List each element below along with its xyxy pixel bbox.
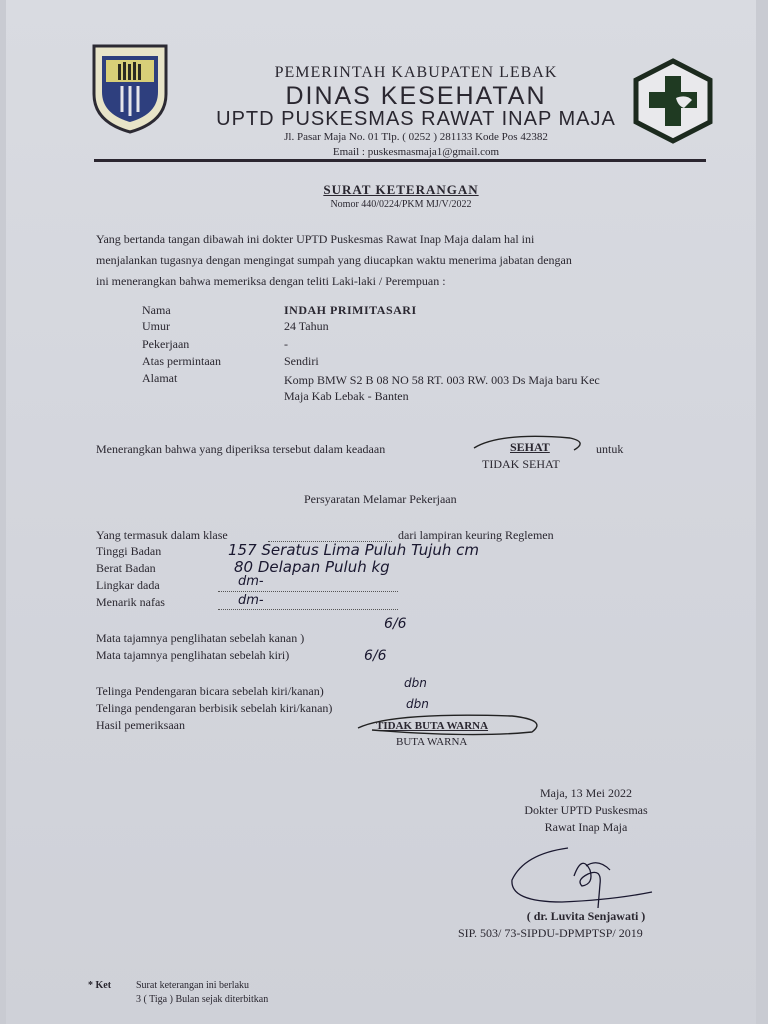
- signer-sip: SIP. 503/ 73-SIPDU-DPMPTSP/ 2019: [458, 926, 643, 940]
- identity-label-name: Nama: [142, 303, 171, 317]
- hearing-label-speech: Telinga Pendengaran bicara sebelah kiri/kanan): [96, 684, 324, 698]
- header-government: PEMERINTAH KABUPATEN LEBAK: [274, 64, 558, 81]
- klase-label: Yang termasuk dalam klase: [96, 528, 228, 542]
- vision-value-right: 6/6: [384, 616, 407, 632]
- document-title: SURAT KETERANGAN: [323, 182, 479, 197]
- vision-label-left: Mata tajamnya penglihatan sebelah kiri): [96, 648, 290, 662]
- klase-suffix: dari lampiran keuring Reglemen: [398, 528, 554, 542]
- statement-prefix: Menerangkan bahwa yang diperiksa tersebut dalam keadaan: [96, 442, 386, 456]
- intro-line: Yang bertanda tangan dibawah ini dokter UPTD Puskesmas Rawat Inap Maja dalam hal ini: [96, 232, 535, 246]
- lebak-emblem-logo: [88, 42, 172, 134]
- identity-value-address: Komp BMW S2 B 08 NO 58 RT. 003 RW. 003 Ds Maja baru Kec: [284, 373, 600, 387]
- identity-value-age: 24 Tahun: [284, 319, 329, 333]
- signer-role-1: Dokter UPTD Puskesmas: [524, 803, 648, 817]
- footnote-line-2: 3 ( Tiga ) Bulan sejak diterbitkan: [136, 994, 269, 1005]
- circle-mark-result: [352, 710, 552, 738]
- statement-healthy: SEHAT: [510, 440, 550, 454]
- header-agency: DINAS KESEHATAN: [285, 82, 547, 110]
- hearing-label-whisper: Telinga pendengaran berbisik sebelah kiri/kanan): [96, 701, 333, 715]
- statement-unhealthy: TIDAK SEHAT: [482, 457, 560, 471]
- statement-suffix: untuk: [596, 442, 624, 456]
- hearing-value-whisper: dbn: [406, 697, 429, 711]
- identity-value-address-line2: Maja Kab Lebak - Banten: [284, 389, 409, 403]
- measure-value-chest: dm-: [238, 574, 264, 589]
- vision-label-right: Mata tajamnya penglihatan sebelah kanan ): [96, 631, 305, 645]
- header-unit: UPTD PUSKESMAS RAWAT INAP MAJA: [216, 108, 616, 130]
- measure-value-breath: dm-: [238, 593, 264, 608]
- identity-label-address: Alamat: [142, 371, 178, 385]
- measure-value-height: 157 Seratus Lima Puluh Tujuh cm: [228, 541, 480, 559]
- identity-label-job: Pekerjaan: [142, 337, 190, 351]
- document-number: Nomor 440/0224/PKM MJ/V/2022: [330, 199, 472, 210]
- identity-value-job: -: [284, 337, 288, 351]
- footnote-marker: * Ket: [88, 980, 112, 991]
- measure-value-weight: 80 Delapan Puluh kg: [234, 558, 390, 576]
- measure-label-height: Tinggi Badan: [96, 544, 162, 558]
- document-page: [6, 0, 756, 1024]
- measure-label-weight: Berat Badan: [96, 561, 156, 575]
- result-no-colorblind: TIDAK BUTA WARNA: [376, 720, 489, 732]
- measure-label-breath: Menarik nafas: [96, 595, 165, 609]
- result-colorblind: BUTA WARNA: [396, 736, 468, 748]
- identity-label-requester: Atas permintaan: [142, 354, 221, 368]
- header-address: Jl. Pasar Maja No. 01 Tlp. ( 0252 ) 281133 Kode Pos 42382: [284, 131, 548, 143]
- place-date: Maja, 13 Mei 2022: [540, 786, 632, 800]
- breath-blank: [218, 608, 398, 610]
- chest-blank: [218, 590, 398, 592]
- result-label: Hasil pemeriksaan: [96, 718, 185, 732]
- footnote-line-1: Surat keterangan ini berlaku: [136, 980, 250, 991]
- header-email: Email : puskesmasmaja1@gmail.com: [332, 146, 500, 158]
- hearing-value-speech: dbn: [404, 676, 427, 690]
- handwritten-signature: [502, 836, 662, 912]
- identity-value-name: INDAH PRIMITASARI: [284, 303, 417, 317]
- purpose-text: Persyaratan Melamar Pekerjaan: [304, 492, 457, 506]
- measure-label-chest: Lingkar dada: [96, 578, 160, 592]
- header-divider: [94, 159, 706, 162]
- signer-role-2: Rawat Inap Maja: [544, 820, 628, 834]
- signer-name: ( dr. Luvita Senjawati ): [526, 909, 646, 923]
- circle-mark-healthy: [470, 430, 590, 458]
- vision-value-left: 6/6: [364, 648, 387, 664]
- intro-line: ini menerangkan bahwa memeriksa dengan teliti Laki-laki / Perempuan :: [96, 274, 446, 288]
- identity-label-age: Umur: [142, 319, 170, 333]
- identity-value-requester: Sendiri: [284, 354, 319, 368]
- intro-line: menjalankan tugasnya dengan mengingat sumpah yang diucapkan waktu menerima jabatan dengan: [96, 253, 572, 267]
- intro-paragraph: [96, 229, 708, 292]
